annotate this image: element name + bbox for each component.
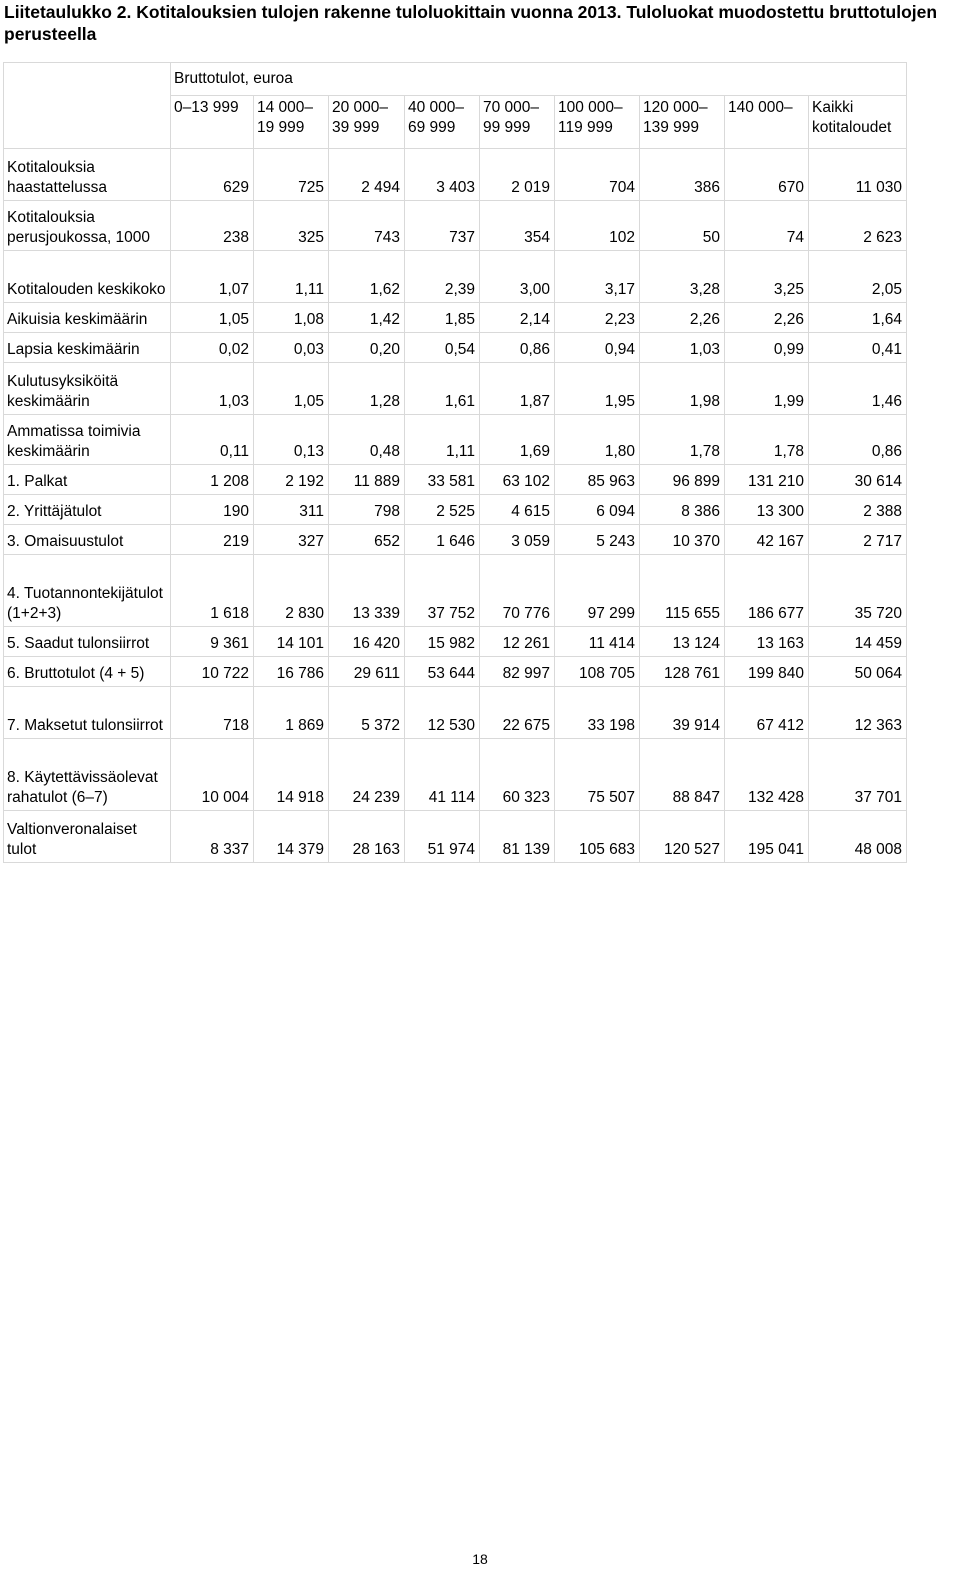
row-label: Kulutusyksiköitä keskimäärin (4, 363, 171, 415)
table-cell: 11 030 (809, 149, 907, 201)
table-cell: 1,05 (171, 303, 254, 333)
column-header-line: 14 000– (257, 99, 314, 116)
table-cell: 67 412 (725, 687, 809, 739)
table-cell: 96 899 (640, 465, 725, 495)
table-cell: 0,03 (254, 333, 329, 363)
table-cell: 737 (405, 201, 480, 251)
column-header-line: 140 000– (728, 99, 793, 116)
row-label: 4. Tuotannontekijätulot (1+2+3) (4, 555, 171, 627)
table-cell: 1,08 (254, 303, 329, 333)
table-cell: 2 494 (329, 149, 405, 201)
table-header (4, 63, 907, 149)
table-cell: 629 (171, 149, 254, 201)
table-cell: 0,20 (329, 333, 405, 363)
table-cell: 725 (254, 149, 329, 201)
table-cell: 2 830 (254, 555, 329, 627)
table-cell: 190 (171, 495, 254, 525)
table-cell: 3 403 (405, 149, 480, 201)
table-cell: 128 761 (640, 657, 725, 687)
table-cell: 1,69 (480, 415, 555, 465)
table-cell: 5 372 (329, 687, 405, 739)
row-label: 2. Yrittäjätulot (4, 495, 171, 525)
table-cell: 0,02 (171, 333, 254, 363)
table-row (4, 495, 907, 525)
table-cell: 1,64 (809, 303, 907, 333)
table-cell: 2,26 (725, 303, 809, 333)
table-cell: 35 720 (809, 555, 907, 627)
table-cell: 102 (555, 201, 640, 251)
table-row (4, 303, 907, 333)
table-cell: 1 869 (254, 687, 329, 739)
table-cell: 2,05 (809, 251, 907, 303)
group-header-row (4, 63, 907, 96)
table-cell: 2 717 (809, 525, 907, 555)
table-cell: 85 963 (555, 465, 640, 495)
row-label: Aikuisia keskimäärin (4, 303, 171, 333)
table-row (4, 201, 907, 251)
table-cell: 1,78 (640, 415, 725, 465)
table-cell: 219 (171, 525, 254, 555)
column-header-line: 100 000– (558, 99, 623, 116)
table-cell: 2 525 (405, 495, 480, 525)
table-cell: 0,86 (480, 333, 555, 363)
table-cell: 13 163 (725, 627, 809, 657)
table-cell: 75 507 (555, 739, 640, 811)
table-cell: 22 675 (480, 687, 555, 739)
table-cell: 386 (640, 149, 725, 201)
table-cell: 3,25 (725, 251, 809, 303)
group-header: Bruttotulot, euroa (171, 63, 907, 96)
table-cell: 2,23 (555, 303, 640, 333)
column-header (254, 96, 329, 149)
table-cell: 1 646 (405, 525, 480, 555)
table-cell: 1,62 (329, 251, 405, 303)
table-row (4, 465, 907, 495)
column-header-line: Kaikki (812, 99, 854, 116)
column-header-line: 0–13 999 (174, 99, 239, 116)
table-cell: 1,03 (640, 333, 725, 363)
table-cell: 33 198 (555, 687, 640, 739)
table-cell: 132 428 (725, 739, 809, 811)
column-header (171, 96, 254, 149)
table-cell: 70 776 (480, 555, 555, 627)
table-cell: 48 008 (809, 811, 907, 863)
table-cell: 12 261 (480, 627, 555, 657)
table-cell: 37 752 (405, 555, 480, 627)
row-label: Lapsia keskimäärin (4, 333, 171, 363)
column-header-line: 120 000– (643, 99, 708, 116)
table-cell: 50 064 (809, 657, 907, 687)
row-label: Kotitalouksia perusjoukossa, 1000 (4, 201, 171, 251)
table-cell: 63 102 (480, 465, 555, 495)
table-cell: 4 615 (480, 495, 555, 525)
row-label: Kotitalouden keskikoko (4, 251, 171, 303)
column-header-line: 119 999 (558, 119, 613, 136)
table-cell: 37 701 (809, 739, 907, 811)
table-cell: 1,80 (555, 415, 640, 465)
table-cell: 14 101 (254, 627, 329, 657)
column-header (725, 96, 809, 149)
table-row (4, 657, 907, 687)
page-title: Liitetaulukko 2. Kotitalouksien tulojen rakenne tuloluokittain vuonna 2013. Tuloluokat muodostettu bruttotulojen perusteella (4, 2, 938, 44)
column-header-line: 19 999 (257, 119, 305, 136)
table-row (4, 811, 907, 863)
table-cell: 1,78 (725, 415, 809, 465)
table-row (4, 333, 907, 363)
row-label: 5. Saadut tulonsiirrot (4, 627, 171, 657)
table-cell: 1,05 (254, 363, 329, 415)
column-header-line: 99 999 (483, 119, 531, 136)
table-cell: 1 208 (171, 465, 254, 495)
table-cell: 97 299 (555, 555, 640, 627)
table-cell: 51 974 (405, 811, 480, 863)
table-row (4, 739, 907, 811)
table-cell: 14 379 (254, 811, 329, 863)
table-cell: 6 094 (555, 495, 640, 525)
table-cell: 0,99 (725, 333, 809, 363)
table-cell: 10 370 (640, 525, 725, 555)
column-header-line: 20 000– (332, 99, 389, 116)
column-header (555, 96, 640, 149)
table-cell: 1,95 (555, 363, 640, 415)
table-cell: 41 114 (405, 739, 480, 811)
row-label: 1. Palkat (4, 465, 171, 495)
table-cell: 238 (171, 201, 254, 251)
table-cell: 1,98 (640, 363, 725, 415)
column-header-line: 70 000– (483, 99, 540, 116)
table-cell: 30 614 (809, 465, 907, 495)
table-cell: 82 997 (480, 657, 555, 687)
table-cell: 105 683 (555, 811, 640, 863)
table-row (4, 687, 907, 739)
table-cell: 3,17 (555, 251, 640, 303)
header-corner-cell (4, 63, 171, 149)
table-cell: 33 581 (405, 465, 480, 495)
table-cell: 5 243 (555, 525, 640, 555)
table-cell: 1,87 (480, 363, 555, 415)
column-header (329, 96, 405, 149)
table-cell: 327 (254, 525, 329, 555)
table-cell: 718 (171, 687, 254, 739)
table-cell: 1,46 (809, 363, 907, 415)
table-cell: 42 167 (725, 525, 809, 555)
column-header (480, 96, 555, 149)
table-cell: 15 982 (405, 627, 480, 657)
column-header (809, 96, 907, 149)
table-cell: 108 705 (555, 657, 640, 687)
table-cell: 50 (640, 201, 725, 251)
table-cell: 743 (329, 201, 405, 251)
table-row (4, 555, 907, 627)
table-cell: 14 459 (809, 627, 907, 657)
table-row (4, 251, 907, 303)
table-cell: 3 059 (480, 525, 555, 555)
table-row (4, 415, 907, 465)
table-cell: 16 420 (329, 627, 405, 657)
column-header-line: 39 999 (332, 119, 380, 136)
table-cell: 1,85 (405, 303, 480, 333)
table-cell: 2,14 (480, 303, 555, 333)
table-cell: 10 004 (171, 739, 254, 811)
table-body (4, 149, 907, 863)
row-label: 6. Bruttotulot (4 + 5) (4, 657, 171, 687)
table-cell: 1,42 (329, 303, 405, 333)
row-label: Valtionveronalaiset tulot (4, 811, 171, 863)
income-structure-table (3, 62, 907, 863)
row-label: Ammatissa toimivia keskimäärin (4, 415, 171, 465)
table-row (4, 363, 907, 415)
table-cell: 120 527 (640, 811, 725, 863)
table-cell: 2 388 (809, 495, 907, 525)
table-cell: 652 (329, 525, 405, 555)
table-cell: 8 337 (171, 811, 254, 863)
table-cell: 60 323 (480, 739, 555, 811)
table-cell: 1,61 (405, 363, 480, 415)
table-cell: 74 (725, 201, 809, 251)
table-cell: 1 618 (171, 555, 254, 627)
table-cell: 0,54 (405, 333, 480, 363)
row-label: 8. Käytettävissäolevat rahatulot (6–7) (4, 739, 171, 811)
table-cell: 88 847 (640, 739, 725, 811)
table-cell: 12 530 (405, 687, 480, 739)
table-cell: 1,11 (405, 415, 480, 465)
table-cell: 0,48 (329, 415, 405, 465)
column-header-line: 40 000– (408, 99, 465, 116)
table-cell: 1,03 (171, 363, 254, 415)
column-header-line: 69 999 (408, 119, 456, 136)
table-cell: 1,99 (725, 363, 809, 415)
table-cell: 195 041 (725, 811, 809, 863)
table-cell: 2,39 (405, 251, 480, 303)
table-cell: 0,11 (171, 415, 254, 465)
table-cell: 2,26 (640, 303, 725, 333)
table-cell: 13 124 (640, 627, 725, 657)
table-cell: 8 386 (640, 495, 725, 525)
row-label: 3. Omaisuustulot (4, 525, 171, 555)
table-cell: 1,07 (171, 251, 254, 303)
page-number: 18 (472, 1551, 488, 1567)
table-cell: 0,86 (809, 415, 907, 465)
table-cell: 115 655 (640, 555, 725, 627)
table-cell: 29 611 (329, 657, 405, 687)
column-header-line: kotitaloudet (812, 119, 892, 136)
table-cell: 1,11 (254, 251, 329, 303)
table-cell: 9 361 (171, 627, 254, 657)
table-cell: 0,94 (555, 333, 640, 363)
table-cell: 24 239 (329, 739, 405, 811)
table-cell: 704 (555, 149, 640, 201)
table-cell: 11 414 (555, 627, 640, 657)
table-cell: 325 (254, 201, 329, 251)
table-cell: 2 192 (254, 465, 329, 495)
table-cell: 186 677 (725, 555, 809, 627)
table-cell: 311 (254, 495, 329, 525)
table-cell: 39 914 (640, 687, 725, 739)
table-cell: 11 889 (329, 465, 405, 495)
table-row (4, 627, 907, 657)
table-cell: 10 722 (171, 657, 254, 687)
column-header (640, 96, 725, 149)
table-cell: 14 918 (254, 739, 329, 811)
table-cell: 2 019 (480, 149, 555, 201)
table-cell: 81 139 (480, 811, 555, 863)
table-cell: 199 840 (725, 657, 809, 687)
column-header-line: 139 999 (643, 119, 700, 136)
table-cell: 0,41 (809, 333, 907, 363)
table-cell: 3,00 (480, 251, 555, 303)
table-cell: 12 363 (809, 687, 907, 739)
table-cell: 2 623 (809, 201, 907, 251)
column-header (405, 96, 480, 149)
table-cell: 670 (725, 149, 809, 201)
table-cell: 354 (480, 201, 555, 251)
table-cell: 53 644 (405, 657, 480, 687)
table-cell: 3,28 (640, 251, 725, 303)
row-label: 7. Maksetut tulonsiirrot (4, 687, 171, 739)
table-cell: 1,28 (329, 363, 405, 415)
row-label: Kotitalouksia haastattelussa (4, 149, 171, 201)
table-cell: 131 210 (725, 465, 809, 495)
table-cell: 28 163 (329, 811, 405, 863)
table-cell: 0,13 (254, 415, 329, 465)
table-row (4, 525, 907, 555)
table-row (4, 149, 907, 201)
table-cell: 16 786 (254, 657, 329, 687)
table-cell: 13 300 (725, 495, 809, 525)
table-cell: 798 (329, 495, 405, 525)
table-cell: 13 339 (329, 555, 405, 627)
